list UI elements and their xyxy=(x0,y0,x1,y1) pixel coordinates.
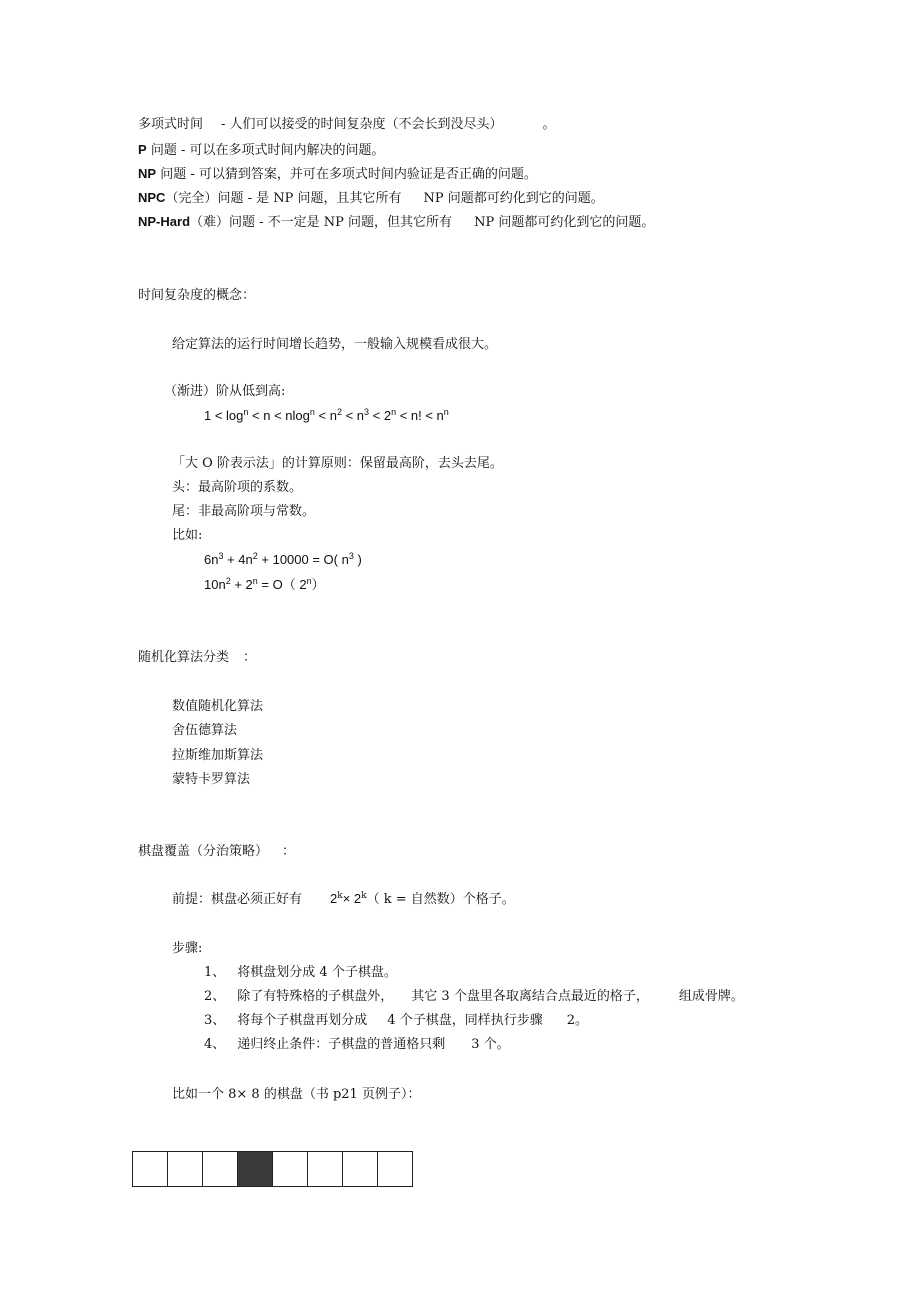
formula-sup: 3 xyxy=(364,407,370,417)
formula-sup: n xyxy=(443,407,449,417)
formula-part: 6n xyxy=(204,552,219,567)
chessboard-row xyxy=(132,1151,413,1187)
example-label: 比如: xyxy=(172,528,203,543)
step-text: 将每个子棋盘再划分成 xyxy=(237,1013,368,1028)
def-polynomial-time xyxy=(138,116,556,134)
def-term: NP-Hard xyxy=(138,214,191,229)
premise-math: 2 xyxy=(330,891,338,906)
formula-part: ） xyxy=(311,577,325,592)
def-term: NP xyxy=(138,166,157,181)
complexity-heading: 时间复杂度的概念： xyxy=(138,288,256,303)
def-desc-a: （难）问题 - 不一定是 NP 问题，但其它所有 xyxy=(190,215,453,230)
example-formula-2 xyxy=(204,576,325,594)
step-item xyxy=(204,964,397,982)
formula-part: + 10000 = O( n xyxy=(257,552,349,567)
step-num: 4、 xyxy=(204,1037,226,1052)
formula-sup: n xyxy=(391,407,397,417)
premise-sup: k xyxy=(337,891,343,901)
step-item xyxy=(204,1012,588,1030)
step-num: 1、 xyxy=(204,965,226,980)
formula-part: < n xyxy=(341,408,364,423)
step-item xyxy=(204,1036,510,1054)
heading-colon: ： xyxy=(282,844,296,859)
board-example-caption: 比如一个 8× 8 的棋盘（书 p21 页例子）： xyxy=(172,1087,421,1102)
def-desc-b: NP 问题都可约化到它的问题。 xyxy=(423,191,604,206)
def-desc: 问题 - 可以在多项式时间内解决的问题。 xyxy=(150,143,385,158)
steps-label: 步骤: xyxy=(172,941,203,956)
board-cell xyxy=(168,1151,203,1187)
tail-rule: 尾：非最高阶项与常数。 xyxy=(172,504,316,519)
step-num: 2、 xyxy=(204,989,226,1004)
randomized-heading xyxy=(138,649,256,667)
formula-sup: n xyxy=(252,576,258,586)
formula-sup: 2 xyxy=(336,407,342,417)
head-rule: 头：最高阶项的系数。 xyxy=(172,480,303,495)
order-formula xyxy=(204,407,449,425)
formula-part: + 2 xyxy=(230,577,253,592)
formula-part: < 2 xyxy=(369,408,392,423)
heading-text: 棋盘覆盖（分治策略） xyxy=(138,844,269,859)
randomized-item: 蒙特卡罗算法 xyxy=(172,772,251,787)
complexity-intro: 给定算法的运行时间增长趋势，一般输入规模看成很大。 xyxy=(172,337,498,352)
premise-math: × 2 xyxy=(342,891,362,906)
step-text: 2。 xyxy=(566,1013,588,1028)
randomized-item: 拉斯维加斯算法 xyxy=(172,748,264,763)
def-term: NPC xyxy=(138,190,166,205)
step-item xyxy=(204,988,744,1006)
def-desc: 问题 - 可以猜到答案，并可在多项式时间内验证是否正确的问题。 xyxy=(160,167,537,182)
board-cell-special xyxy=(238,1151,273,1187)
step-text: 其它 3 个盘里各取离结合点最近的格子， xyxy=(411,989,649,1004)
formula-part: = O（ 2 xyxy=(257,577,307,592)
heading-text: 随机化算法分类 xyxy=(138,650,230,665)
step-text: 4 个子棋盘，同样执行步骤 xyxy=(387,1013,543,1028)
formula-sup: n xyxy=(309,407,315,417)
example-formula-1 xyxy=(204,551,362,569)
def-end: 。 xyxy=(542,117,556,132)
step-text: 递归终止条件：子棋盘的普通格只剩 xyxy=(237,1037,446,1052)
step-num: 3、 xyxy=(204,1013,226,1028)
def-term: 多项式时间 xyxy=(138,117,204,132)
def-desc-b: NP 问题都可约化到它的问题。 xyxy=(474,215,655,230)
step-text: 3 个。 xyxy=(471,1037,510,1052)
def-desc: - 人们可以接受的时间复杂度（不会长到没尽头） xyxy=(221,117,503,132)
bigo-rule: 「大 O 阶表示法」的计算原则：保留最高阶，去头去尾。 xyxy=(172,456,503,471)
step-text: 除了有特殊格的子棋盘外， xyxy=(237,989,394,1004)
formula-part: 1 < log xyxy=(204,408,244,423)
formula-part: + 4n xyxy=(223,552,253,567)
premise-sup: k xyxy=(361,891,367,901)
def-npc xyxy=(138,189,604,208)
board-cell xyxy=(308,1151,343,1187)
step-text: 将棋盘划分成 4 个子棋盘。 xyxy=(237,965,397,980)
premise-text: （ k = 自然数）个格子。 xyxy=(366,892,515,907)
board-cell xyxy=(378,1151,413,1187)
def-desc-a: （完全）问题 - 是 NP 问题，且其它所有 xyxy=(165,191,402,206)
formula-sup: 3 xyxy=(218,551,224,561)
def-np xyxy=(138,165,537,184)
order-label: （渐进）阶从低到高: xyxy=(164,384,286,399)
premise-text: 前提：棋盘必须正好有 xyxy=(172,892,303,907)
formula-sup: 2 xyxy=(252,551,258,561)
randomized-item: 数值随机化算法 xyxy=(172,699,264,714)
board-cell xyxy=(273,1151,308,1187)
randomized-item: 舍伍德算法 xyxy=(172,723,238,738)
formula-part: < n xyxy=(314,408,337,423)
formula-sup: n xyxy=(306,576,312,586)
board-cell xyxy=(343,1151,378,1187)
def-nphard xyxy=(138,213,654,232)
formula-part: < n! < n xyxy=(396,408,444,423)
chessboard-premise xyxy=(172,890,515,909)
board-cell xyxy=(133,1151,168,1187)
def-p xyxy=(138,141,384,160)
formula-part: < n < nlog xyxy=(248,408,310,423)
def-term: P xyxy=(138,142,147,157)
formula-part: ) xyxy=(353,552,362,567)
heading-colon: ： xyxy=(243,650,257,665)
chessboard-heading xyxy=(138,843,295,861)
formula-part: 10n xyxy=(204,577,226,592)
board-cell xyxy=(203,1151,238,1187)
step-text: 组成骨牌。 xyxy=(678,989,744,1004)
formula-sup: 2 xyxy=(225,576,231,586)
formula-sup: n xyxy=(243,407,249,417)
formula-sup: 3 xyxy=(348,551,354,561)
